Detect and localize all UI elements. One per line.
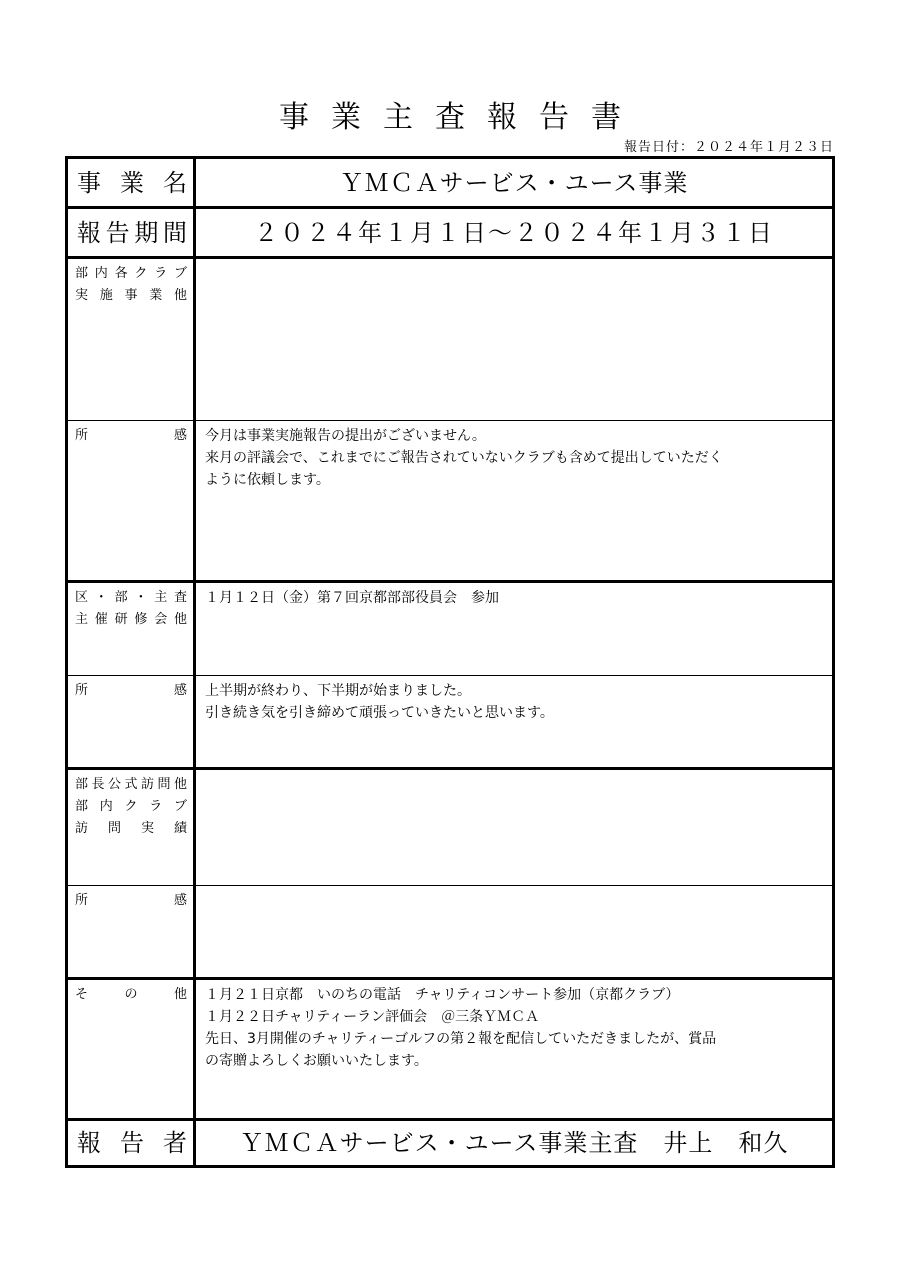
row-training (68, 583, 832, 676)
other-value: １月２１日京都 いのちの電話 チャリティコンサート参加（京都クラブ） １月２２日チャリティーラン評価会 ＠三条ＹＭＣＡ 先日、3月開催のチャリティーゴルフの第２報を配信していただきましたが、賞品 の寄贈よろしくお願いいたします。 (205, 987, 717, 1069)
reporter-label: 報告者 (68, 1121, 196, 1165)
row-report-period (68, 209, 832, 259)
training-value: １月１２日（金）第７回京都部部役員会 参加 (205, 590, 499, 606)
impressions-3-label: 所 感 (68, 886, 196, 977)
club-events-label: 部内各クラブ 実施事業他 (68, 259, 196, 420)
document-title: 事業主査報告書 (279, 100, 643, 135)
visits-label: 部長公式訪問他 部内クラブ 訪問実績 (68, 770, 196, 885)
visits-value (196, 770, 832, 885)
report-table (65, 156, 835, 1168)
club-events-value (196, 259, 832, 420)
row-club-events (68, 259, 832, 421)
other-label: そ の 他 (68, 980, 196, 1118)
impressions-2-value: 上半期が終わり、下半期が始まりました。 引き続き気を引き締めて頑張っていきたいと思います。 (205, 683, 554, 721)
impressions-1-value: 今月は事業実施報告の提出がございません。 来月の評議会で、これまでにご報告されていないクラブも含めて提出していただく ように依頼します。 (205, 428, 723, 488)
report-date: 報告日付：２０２４年１月２３日 (623, 140, 834, 155)
impressions-3-value (196, 886, 832, 977)
impressions-1-label: 所 感 (68, 421, 196, 580)
row-impressions-3 (68, 886, 832, 980)
row-impressions-1 (68, 421, 832, 583)
training-label: 区・部・主査 主催研修会他 (68, 583, 196, 675)
reporter-value: ＹＭＣＡサービス・ユース事業主査 井上 和久 (239, 1129, 789, 1157)
row-project-name (68, 159, 832, 209)
impressions-2-label: 所 感 (68, 676, 196, 767)
report-period-value: ２０２４年１月１日～２０２４年１月３１日 (254, 218, 774, 247)
report-period-label: 報告期間 (68, 209, 196, 256)
row-reporter (68, 1121, 832, 1165)
row-visits (68, 770, 832, 886)
row-other (68, 980, 832, 1121)
project-name-value: ＹＭＣＡサービス・ユース事業 (339, 168, 689, 197)
row-impressions-2 (68, 676, 832, 770)
project-name-label: 事業名 (68, 159, 196, 206)
